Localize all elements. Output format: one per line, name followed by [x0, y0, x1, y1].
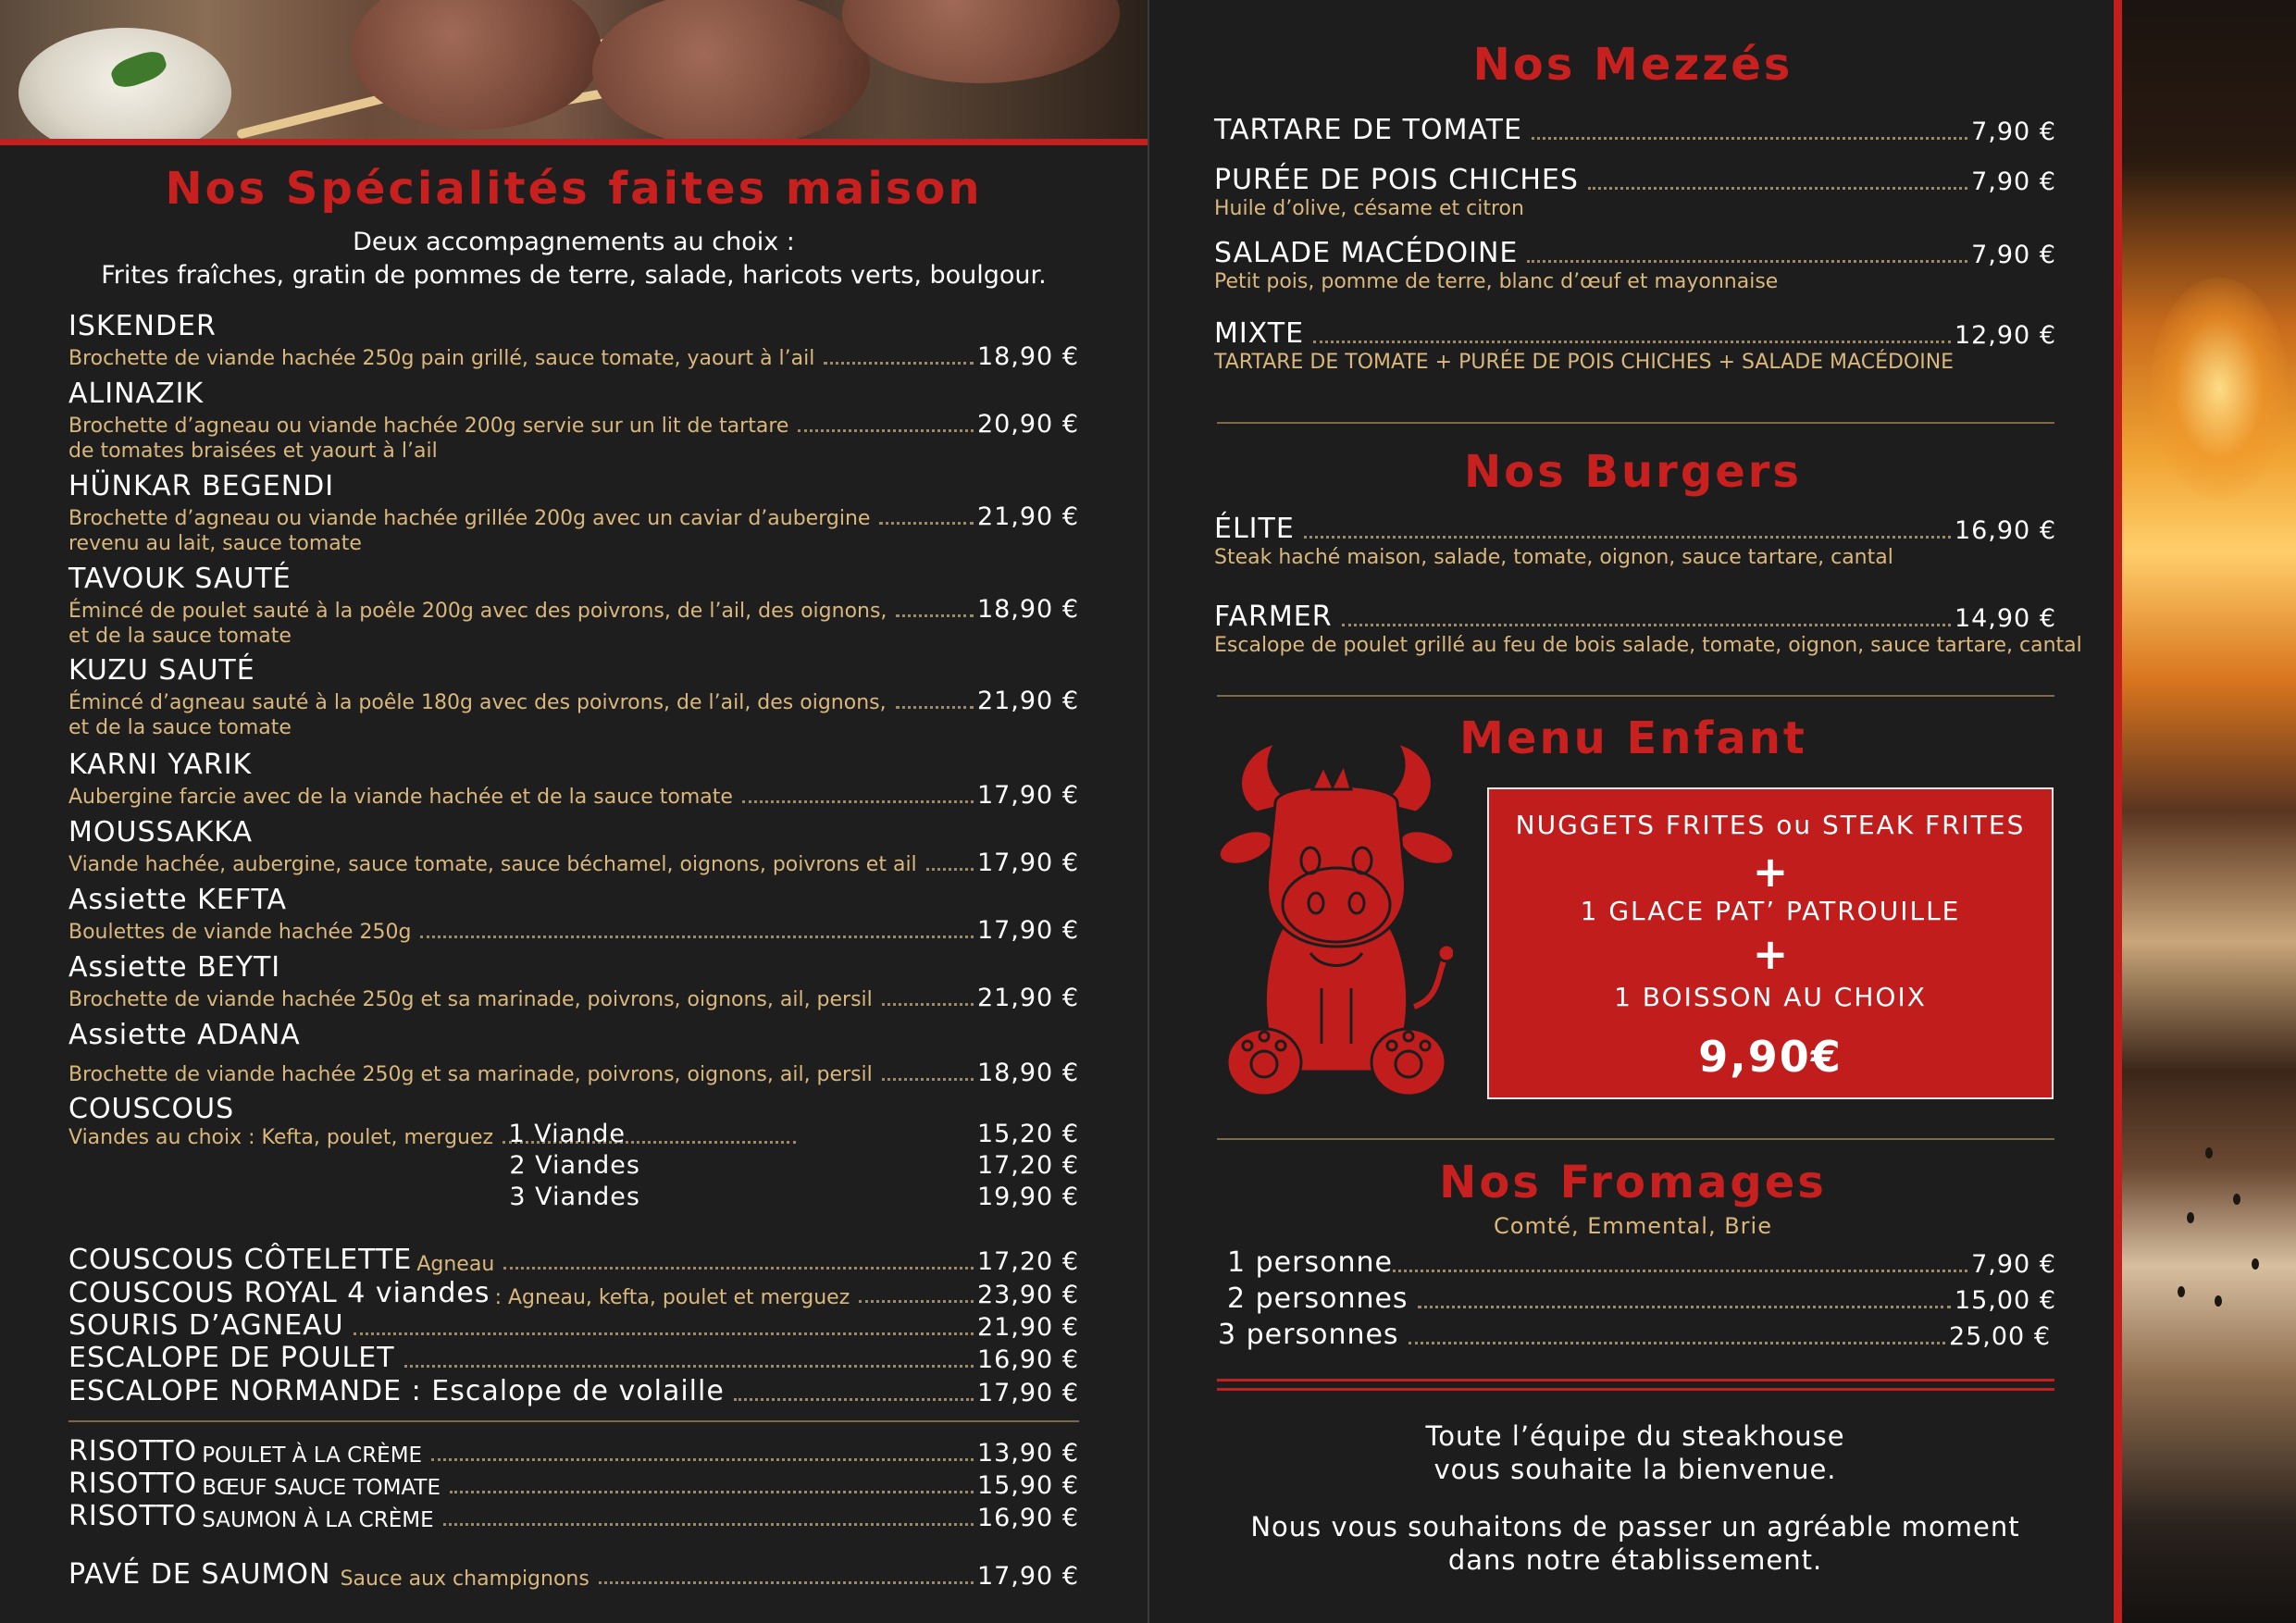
menu-item	[68, 1020, 1079, 1087]
item-price: 23,90 €	[976, 1281, 1079, 1309]
plus-icon: +	[1752, 847, 1789, 897]
item-name: FARMER	[1214, 601, 1333, 633]
item-price: 7,90 €	[1971, 167, 2056, 196]
item-name: SOURIS D’AGNEAU	[68, 1309, 344, 1342]
section-title-specialites: Nos Spécialités faites maison	[165, 163, 983, 215]
item-name: ISKENDER	[68, 310, 217, 342]
cheese-option	[1227, 1247, 2056, 1279]
item-name: RISOTTO	[68, 1500, 198, 1532]
item-desc: TARTARE DE TOMATE + PURÉE DE POIS CHICHES + SALADE MACÉDOINE	[1214, 351, 1955, 374]
kids-menu-line3: 1 BOISSON AU CHOIX	[1614, 982, 1927, 1012]
item-desc: Viandes au choix : Kefta, poulet, merguez	[68, 1126, 494, 1149]
item-price: 17,90 €	[976, 781, 1079, 810]
item-price: 18,90 €	[976, 342, 1079, 371]
welcome-message	[1214, 1419, 2056, 1486]
item-extra: : Agneau, kefta, poulet et merguez	[494, 1286, 850, 1309]
menu-item	[1214, 514, 2056, 570]
item-price: 17,90 €	[976, 1562, 1079, 1591]
item-desc: Brochette d’agneau ou viande hachée grillée 200g avec un caviar d’aubergine	[68, 507, 871, 530]
item-desc: Boulettes de viande hachée 250g	[68, 921, 412, 944]
sides-intro-line1: Deux accompagnements au choix :	[353, 228, 795, 256]
red-double-rule	[1217, 1379, 2054, 1381]
menu-item	[68, 311, 1079, 371]
item-price: 17,90 €	[976, 916, 1079, 945]
item-price: 17,20 €	[976, 1247, 1079, 1276]
kids-menu-line1: NUGGETS FRITES ou STEAK FRITES	[1515, 810, 2026, 840]
item-desc: Brochette de viande hachée 250g pain grillé, sauce tomate, yaourt à l’ail	[68, 347, 815, 370]
item-price: 17,90 €	[976, 849, 1079, 877]
option-label: 2 Viandes	[509, 1151, 640, 1180]
item-price: 13,90 €	[976, 1439, 1079, 1468]
item-desc-cont: et de la sauce tomate	[68, 716, 292, 739]
item-name: MOUSSAKKA	[68, 816, 253, 849]
menu-item	[68, 1468, 1079, 1500]
item-desc: Viande hachée, aubergine, sauce tomate, sauce béchamel, oignons, poivrons et ail	[68, 853, 917, 876]
cheese-option	[1218, 1319, 2051, 1351]
menu-item	[68, 1245, 1079, 1276]
item-extra: Agneau	[416, 1253, 495, 1276]
item-price: 21,90 €	[976, 687, 1079, 715]
separator	[68, 1420, 1079, 1422]
sides-intro-line2: Frites fraîches, gratin de pommes de terre, salade, haricots verts, boulgour.	[101, 261, 1047, 290]
menu-item	[68, 378, 1079, 464]
section-title-mezzes: Nos Mezzés	[1472, 39, 1793, 91]
menu-item	[68, 1278, 1079, 1309]
separator	[1217, 1138, 2054, 1140]
item-name: MIXTE	[1214, 317, 1305, 350]
option-label: 1 personne	[1227, 1246, 1393, 1279]
section-title-fromages: Nos Fromages	[1439, 1157, 1827, 1208]
item-price: 7,90 €	[1971, 241, 2056, 269]
item-name: TAVOUK SAUTÉ	[68, 563, 292, 595]
item-desc: Escalope de poulet grillé au feu de bois salade, tomate, oignon, sauce tartare, cantal	[1214, 634, 2082, 657]
menu-item	[68, 952, 1079, 1012]
item-name: TARTARE DE TOMATE	[1214, 114, 1522, 146]
item-desc-cont: revenu au lait, sauce tomate	[68, 532, 362, 555]
welcome-line3: Nous vous souhaitons de passer un agréable moment	[1250, 1511, 2020, 1542]
item-price: 21,90 €	[976, 502, 1079, 531]
welcome-line1: Toute l’équipe du steakhouse	[1425, 1420, 1845, 1452]
item-extra: Sauce aux champignons	[340, 1567, 590, 1591]
item-price: 15,90 €	[976, 1471, 1079, 1500]
option-price: 15,20 €	[976, 1120, 1079, 1148]
menu-item	[1214, 165, 2056, 221]
item-price: 14,90 €	[1954, 604, 2056, 633]
option-price: 7,90 €	[1971, 1250, 2056, 1279]
burger-fire-photo	[2122, 0, 2296, 1623]
section-title-enfant: Menu Enfant	[1459, 712, 1807, 764]
option-label: 3 personnes	[1218, 1319, 1399, 1351]
item-desc: Petit pois, pomme de terre, blanc d’œuf et mayonnaise	[1214, 270, 1779, 293]
bull-mascot-icon	[1220, 738, 1453, 1101]
item-name: COUSCOUS ROYAL 4 viandes	[68, 1277, 490, 1309]
cheese-list: Comté, Emmental, Brie	[1494, 1213, 1772, 1239]
item-name: PURÉE DE POIS CHICHES	[1214, 164, 1579, 196]
item-desc: Steak haché maison, salade, tomate, oignon, sauce tartare, cantal	[1214, 546, 1893, 569]
red-rule	[0, 139, 1148, 145]
separator	[1217, 422, 2054, 424]
item-name: COUSCOUS	[68, 1093, 235, 1125]
menu-item	[68, 1436, 1079, 1468]
plus-icon: +	[1752, 929, 1789, 979]
item-price: 16,90 €	[976, 1504, 1079, 1532]
item-name: ESCALOPE NORMANDE : Escalope de volaille	[68, 1375, 725, 1407]
item-name: RISOTTO	[68, 1468, 198, 1500]
goodbye-message	[1214, 1510, 2056, 1577]
item-price: 21,90 €	[976, 1313, 1079, 1342]
option-price: 25,00 €	[1948, 1322, 2051, 1351]
item-price: 18,90 €	[976, 1059, 1079, 1087]
menu-item	[68, 1501, 1079, 1532]
item-desc-cont: de tomates braisées et yaourt à l’ail	[68, 440, 438, 463]
menu-item	[1214, 238, 2056, 294]
item-desc: Aubergine farcie avec de la viande hachée et de la sauce tomate	[68, 786, 733, 809]
cheese-option	[1227, 1283, 2056, 1315]
item-extra: SAUMON À LA CRÈME	[202, 1508, 434, 1532]
item-name: KARNI YARIK	[68, 749, 253, 781]
item-desc: Brochette de viande hachée 250g et sa marinade, poivrons, oignons, ail, persil	[68, 1063, 873, 1086]
menu-item	[68, 885, 1079, 945]
item-price: 18,90 €	[976, 595, 1079, 624]
menu-item	[68, 817, 1079, 877]
menu-item	[68, 750, 1079, 810]
red-edge-bar	[2114, 0, 2122, 1623]
kids-menu-line2: 1 GLACE PAT’ PATROUILLE	[1580, 896, 1961, 926]
item-price: 16,90 €	[1954, 516, 2056, 545]
sides-intro	[0, 226, 1148, 292]
kids-menu-price: 9,90€	[1698, 1032, 1843, 1082]
section-title-burgers: Nos Burgers	[1463, 446, 1802, 498]
item-price: 7,90 €	[1971, 118, 2056, 146]
item-name: Assiette BEYTI	[68, 951, 281, 984]
item-name: SALADE MACÉDOINE	[1214, 237, 1519, 269]
item-name: HÜNKAR BEGENDI	[68, 470, 335, 502]
menu-item	[1214, 115, 2056, 146]
item-name: ÉLITE	[1214, 513, 1295, 545]
item-name: COUSCOUS CÔTELETTE	[68, 1244, 413, 1276]
menu-item	[68, 564, 1079, 649]
kebab-photo	[0, 0, 1148, 139]
menu-item	[1214, 318, 2056, 375]
option-price: 17,20 €	[976, 1151, 1079, 1180]
option-label: 2 personnes	[1227, 1282, 1409, 1315]
menu-item	[68, 1343, 1079, 1374]
option-label: 1 Viande	[508, 1120, 626, 1148]
option-label: 3 Viandes	[509, 1183, 640, 1211]
item-price: 17,90 €	[976, 1379, 1079, 1407]
item-desc: Brochette d’agneau ou viande hachée 200g servie sur un lit de tartare	[68, 415, 789, 438]
item-price: 20,90 €	[976, 410, 1079, 439]
item-name: Assiette KEFTA	[68, 884, 287, 916]
menu-item	[68, 1376, 1079, 1407]
item-extra: BŒUF SAUCE TOMATE	[202, 1476, 441, 1500]
item-price: 12,90 €	[1954, 321, 2056, 350]
red-double-rule	[1217, 1388, 2054, 1391]
item-desc: Émincé de poulet sauté à la poêle 200g avec des poivrons, de l’ail, des oignons,	[68, 600, 887, 623]
separator	[1217, 695, 2054, 697]
item-name: RISOTTO	[68, 1435, 198, 1468]
item-price: 21,90 €	[976, 984, 1079, 1012]
menu-item	[68, 1310, 1079, 1342]
welcome-line4: dans notre établissement.	[1447, 1544, 1823, 1576]
item-price: 16,90 €	[976, 1345, 1079, 1374]
option-price: 19,90 €	[976, 1183, 1079, 1211]
item-extra: POULET À LA CRÈME	[202, 1443, 423, 1468]
item-name: Assiette ADANA	[68, 1019, 301, 1051]
item-name: ALINAZIK	[68, 378, 205, 410]
item-desc: Brochette de viande hachée 250g et sa marinade, poivrons, oignons, ail, persil	[68, 988, 873, 1011]
menu-item	[68, 655, 1079, 740]
item-name: PAVÉ DE SAUMON	[68, 1558, 331, 1591]
item-desc: Émincé d’agneau sauté à la poêle 180g avec des poivrons, de l’ail, des oignons,	[68, 691, 887, 714]
option-price: 15,00 €	[1954, 1286, 2056, 1315]
item-desc-cont: et de la sauce tomate	[68, 625, 292, 648]
item-name: KUZU SAUTÉ	[68, 654, 255, 687]
item-desc: Huile d’olive, césame et citron	[1214, 197, 1524, 220]
menu-item	[1214, 601, 2082, 658]
menu-item	[68, 1559, 1079, 1591]
welcome-line2: vous souhaite la bienvenue.	[1433, 1454, 1837, 1485]
kids-menu-box	[1487, 787, 2054, 1099]
item-name: ESCALOPE DE POULET	[68, 1342, 395, 1374]
menu-item	[68, 471, 1079, 556]
